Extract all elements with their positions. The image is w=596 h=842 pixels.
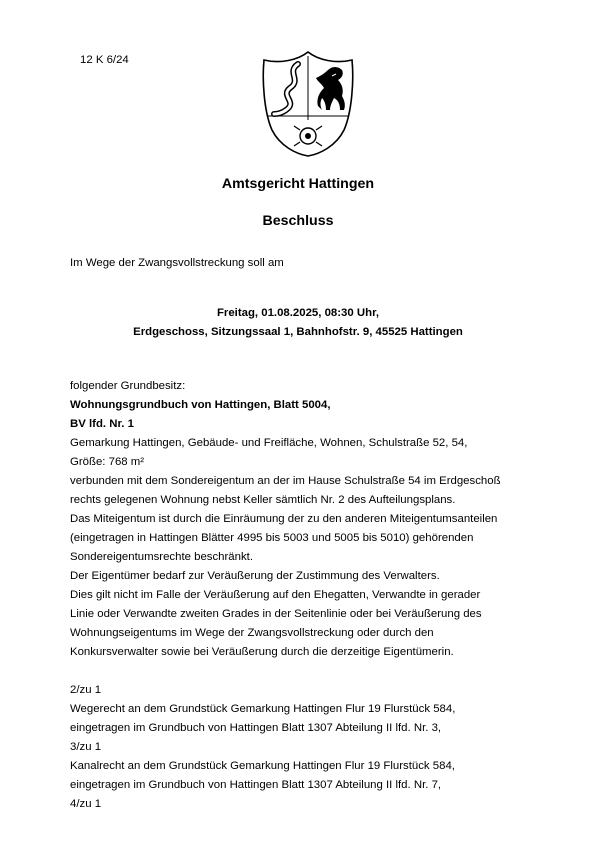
encumbrance-line: 2/zu 1 — [70, 684, 102, 696]
court-name: Amtsgericht Hattingen — [221, 176, 375, 192]
register-line: Wohnungsgrundbuch von Hattingen, Blatt 5004, — [70, 399, 331, 411]
property-line: Konkursverwalter sowie bei Veräußerung durch die derzeitige Eigentümerin. — [70, 646, 454, 658]
encumbrance-line: 3/zu 1 — [70, 741, 102, 753]
property-description — [70, 377, 570, 814]
property-line: rechts gelegenen Wohnung nebst Keller sämtlich Nr. 2 des Aufteilungsplans. — [70, 494, 456, 506]
encumbrance-line: Kanalrecht an dem Grundstück Gemarkung Hattingen Flur 19 Flurstück 584, — [70, 760, 455, 772]
property-line: (eingetragen in Hattingen Blätter 4995 bis 5003 und 5005 bis 5010) gehörenden — [70, 532, 474, 544]
case-number: 12 K 6/24 — [80, 54, 129, 66]
appointment-location: Erdgeschoss, Sitzungssaal 1, Bahnhofstr. 9, 45525 Hattingen — [133, 326, 463, 338]
property-line: Das Miteigentum ist durch die Einräumung der zu den anderen Miteigentumsanteilen — [70, 513, 498, 525]
encumbrance-line: Wegerecht an dem Grundstück Gemarkung Hattingen Flur 19 Flurstück 584, — [70, 703, 456, 715]
paragraph-gap — [70, 662, 570, 681]
document-title: Beschluss — [262, 213, 334, 229]
appointment-date: Freitag, 01.08.2025, 08:30 Uhr, — [216, 307, 380, 319]
coat-of-arms-icon — [258, 50, 358, 158]
property-lead: folgender Grundbesitz: — [70, 380, 186, 392]
property-line: verbunden mit dem Sondereigentum an der im Hause Schulstraße 54 im Erdgeschoß — [70, 475, 501, 487]
property-line: Der Eigentümer bedarf zur Veräußerung der Zustimmung des Verwalters. — [70, 570, 440, 582]
encumbrance-line: eingetragen im Grundbuch von Hattingen Blatt 1307 Abteilung II lfd. Nr. 7, — [70, 779, 442, 791]
property-line: Wohnungseigentums im Wege der Zwangsvollstreckung oder durch den — [70, 627, 434, 639]
property-line: Gemarkung Hattingen, Gebäude- und Freifläche, Wohnen, Schulstraße 52, 54, — [70, 437, 468, 449]
property-line: Sondereigentumsrechte beschränkt. — [70, 551, 253, 563]
property-line: Größe: 768 m² — [70, 456, 145, 468]
encumbrance-line: 4/zu 1 — [70, 798, 102, 810]
bv-number: BV lfd. Nr. 1 — [70, 418, 134, 430]
encumbrance-line: eingetragen im Grundbuch von Hattingen Blatt 1307 Abteilung II lfd. Nr. 3, — [70, 722, 442, 734]
property-line: Linie oder Verwandte zweiten Grades in der Seitenlinie oder bei Veräußerung des — [70, 608, 482, 620]
property-line: Dies gilt nicht im Falle der Veräußerung auf den Ehegatten, Verwandte in gerader — [70, 589, 481, 601]
intro-text: Im Wege der Zwangsvollstreckung soll am — [70, 257, 284, 269]
